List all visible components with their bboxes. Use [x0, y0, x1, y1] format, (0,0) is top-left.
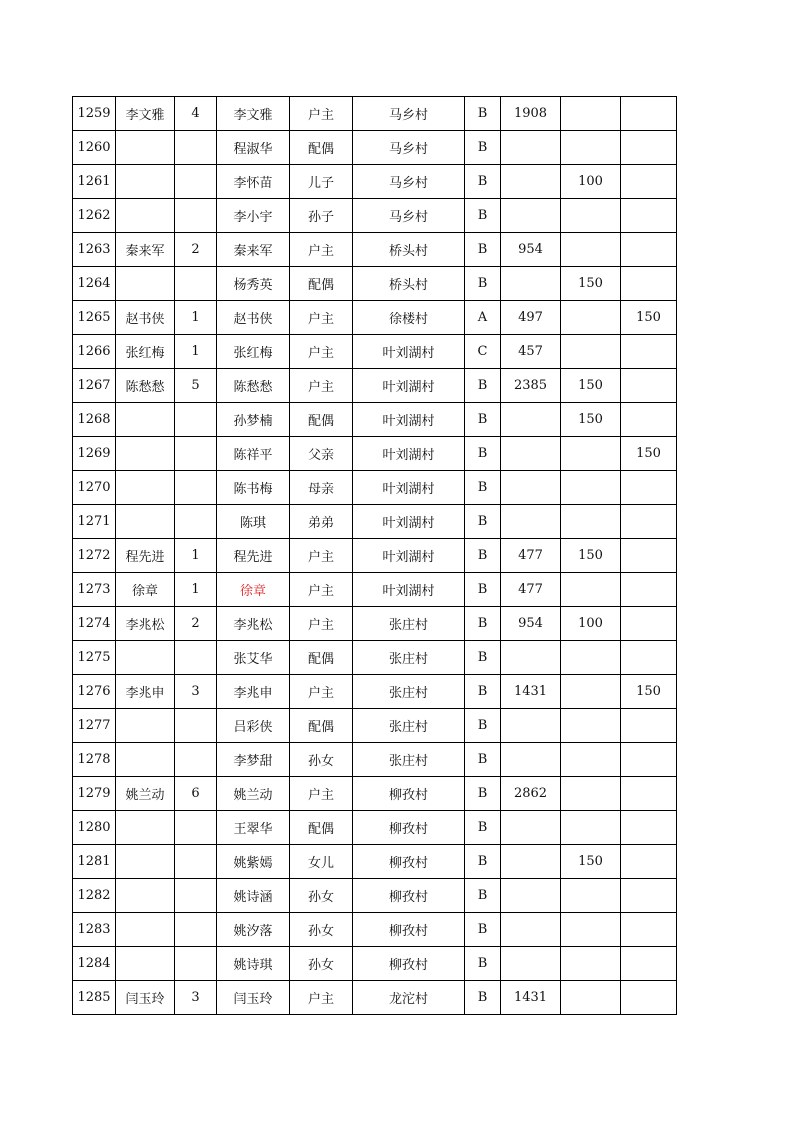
grade-cell: B [465, 777, 501, 811]
record-number-cell: 1269 [73, 437, 116, 471]
household-head-cell: 程先进 [116, 539, 175, 573]
amount-3-cell [621, 539, 677, 573]
amount-1-cell [501, 641, 561, 675]
amount-2-cell [561, 573, 621, 607]
table-row [73, 777, 677, 811]
record-number-cell: 1275 [73, 641, 116, 675]
record-number-cell: 1263 [73, 233, 116, 267]
village-cell: 张庄村 [353, 675, 465, 709]
household-size-cell: 1 [175, 539, 217, 573]
member-name-cell: 李怀苗 [217, 165, 290, 199]
member-name-cell: 陈书梅 [217, 471, 290, 505]
village-cell: 叶刘湖村 [353, 335, 465, 369]
table-row [73, 437, 677, 471]
village-cell: 张庄村 [353, 607, 465, 641]
village-cell: 叶刘湖村 [353, 573, 465, 607]
amount-3-cell [621, 743, 677, 777]
village-cell: 桥头村 [353, 233, 465, 267]
amount-3-cell [621, 471, 677, 505]
table-row [73, 97, 677, 131]
table-row [73, 335, 677, 369]
member-name-cell: 陈愁愁 [217, 369, 290, 403]
amount-2-cell [561, 709, 621, 743]
amount-1-cell: 1908 [501, 97, 561, 131]
village-cell: 张庄村 [353, 709, 465, 743]
household-head-cell: 李文雅 [116, 97, 175, 131]
member-name-cell: 姚诗涵 [217, 879, 290, 913]
grade-cell: B [465, 267, 501, 301]
record-number-cell: 1276 [73, 675, 116, 709]
village-cell: 叶刘湖村 [353, 403, 465, 437]
amount-1-cell: 1431 [501, 981, 561, 1015]
grade-cell: B [465, 437, 501, 471]
amount-3-cell [621, 403, 677, 437]
amount-3-cell [621, 777, 677, 811]
household-size-cell: 2 [175, 233, 217, 267]
relation-cell: 户主 [290, 981, 353, 1015]
table-row [73, 369, 677, 403]
household-head-cell: 陈愁愁 [116, 369, 175, 403]
village-cell: 柳孜村 [353, 777, 465, 811]
record-number-cell: 1278 [73, 743, 116, 777]
table-row [73, 505, 677, 539]
grade-cell: B [465, 471, 501, 505]
table-row [73, 471, 677, 505]
record-number-cell: 1285 [73, 981, 116, 1015]
household-head-cell: 李兆松 [116, 607, 175, 641]
grade-cell: B [465, 981, 501, 1015]
amount-2-cell: 150 [561, 403, 621, 437]
relation-cell: 户主 [290, 335, 353, 369]
household-head-cell [116, 947, 175, 981]
household-head-cell: 徐章 [116, 573, 175, 607]
amount-1-cell [501, 165, 561, 199]
member-name-cell: 陈琪 [217, 505, 290, 539]
relation-cell: 儿子 [290, 165, 353, 199]
household-head-cell [116, 709, 175, 743]
record-number-cell: 1259 [73, 97, 116, 131]
grade-cell: B [465, 403, 501, 437]
relation-cell: 户主 [290, 233, 353, 267]
village-cell: 马乡村 [353, 165, 465, 199]
amount-1-cell: 954 [501, 607, 561, 641]
grade-cell: B [465, 709, 501, 743]
household-head-cell [116, 879, 175, 913]
amount-3-cell [621, 709, 677, 743]
amount-2-cell [561, 335, 621, 369]
amount-3-cell [621, 811, 677, 845]
amount-3-cell [621, 369, 677, 403]
household-head-cell [116, 743, 175, 777]
amount-1-cell [501, 131, 561, 165]
amount-3-cell [621, 505, 677, 539]
village-cell: 柳孜村 [353, 845, 465, 879]
household-head-cell: 秦来军 [116, 233, 175, 267]
household-size-cell: 6 [175, 777, 217, 811]
amount-2-cell: 100 [561, 165, 621, 199]
amount-2-cell [561, 981, 621, 1015]
household-head-cell [116, 641, 175, 675]
amount-3-cell: 150 [621, 437, 677, 471]
household-size-cell [175, 641, 217, 675]
amount-1-cell [501, 879, 561, 913]
amount-2-cell [561, 505, 621, 539]
household-head-cell [116, 845, 175, 879]
record-number-cell: 1270 [73, 471, 116, 505]
table-row [73, 811, 677, 845]
relation-cell: 母亲 [290, 471, 353, 505]
record-number-cell: 1283 [73, 913, 116, 947]
amount-2-cell [561, 913, 621, 947]
grade-cell: B [465, 539, 501, 573]
record-number-cell: 1268 [73, 403, 116, 437]
amount-2-cell [561, 471, 621, 505]
member-name-cell: 秦来军 [217, 233, 290, 267]
member-name-cell: 闫玉玲 [217, 981, 290, 1015]
household-size-cell [175, 267, 217, 301]
amount-3-cell [621, 131, 677, 165]
grade-cell: C [465, 335, 501, 369]
village-cell: 柳孜村 [353, 913, 465, 947]
household-size-cell: 5 [175, 369, 217, 403]
household-size-cell [175, 165, 217, 199]
relation-cell: 户主 [290, 369, 353, 403]
table-row [73, 947, 677, 981]
amount-3-cell: 150 [621, 301, 677, 335]
member-name-cell: 姚汐落 [217, 913, 290, 947]
amount-2-cell [561, 437, 621, 471]
relation-cell: 户主 [290, 539, 353, 573]
grade-cell: A [465, 301, 501, 335]
member-name-cell: 李兆松 [217, 607, 290, 641]
record-number-cell: 1274 [73, 607, 116, 641]
household-size-cell [175, 947, 217, 981]
village-cell: 徐楼村 [353, 301, 465, 335]
household-head-cell: 李兆申 [116, 675, 175, 709]
member-name-cell: 陈祥平 [217, 437, 290, 471]
relation-cell: 孙女 [290, 913, 353, 947]
table-row [73, 131, 677, 165]
amount-1-cell: 954 [501, 233, 561, 267]
amount-1-cell [501, 811, 561, 845]
record-number-cell: 1281 [73, 845, 116, 879]
table-row [73, 879, 677, 913]
table-row [73, 301, 677, 335]
amount-1-cell: 477 [501, 573, 561, 607]
relation-cell: 配偶 [290, 709, 353, 743]
household-size-cell: 3 [175, 675, 217, 709]
member-name-cell: 张艾华 [217, 641, 290, 675]
table-row [73, 233, 677, 267]
amount-2-cell [561, 777, 621, 811]
member-name-cell: 姚诗琪 [217, 947, 290, 981]
relation-cell: 孙女 [290, 743, 353, 777]
amount-1-cell [501, 709, 561, 743]
roster-table [72, 96, 677, 1015]
record-number-cell: 1280 [73, 811, 116, 845]
household-head-cell [116, 437, 175, 471]
relation-cell: 孙女 [290, 879, 353, 913]
village-cell: 叶刘湖村 [353, 369, 465, 403]
table-row [73, 675, 677, 709]
grade-cell: B [465, 879, 501, 913]
table-row [73, 539, 677, 573]
member-name-cell: 李兆申 [217, 675, 290, 709]
member-name-cell: 姚兰动 [217, 777, 290, 811]
member-name-cell: 孙梦楠 [217, 403, 290, 437]
amount-2-cell [561, 301, 621, 335]
amount-1-cell: 497 [501, 301, 561, 335]
member-name-cell: 李梦甜 [217, 743, 290, 777]
amount-3-cell [621, 947, 677, 981]
amount-1-cell: 457 [501, 335, 561, 369]
amount-2-cell [561, 131, 621, 165]
village-cell: 龙沱村 [353, 981, 465, 1015]
record-number-cell: 1284 [73, 947, 116, 981]
village-cell: 柳孜村 [353, 811, 465, 845]
amount-2-cell: 100 [561, 607, 621, 641]
grade-cell: B [465, 913, 501, 947]
record-number-cell: 1266 [73, 335, 116, 369]
village-cell: 叶刘湖村 [353, 437, 465, 471]
grade-cell: B [465, 369, 501, 403]
village-cell: 柳孜村 [353, 947, 465, 981]
household-head-cell [116, 131, 175, 165]
member-name-cell: 王翠华 [217, 811, 290, 845]
amount-1-cell: 1431 [501, 675, 561, 709]
record-number-cell: 1272 [73, 539, 116, 573]
amount-1-cell [501, 471, 561, 505]
relation-cell: 孙子 [290, 199, 353, 233]
relation-cell: 父亲 [290, 437, 353, 471]
amount-3-cell [621, 573, 677, 607]
amount-2-cell [561, 947, 621, 981]
amount-3-cell [621, 97, 677, 131]
amount-3-cell [621, 845, 677, 879]
relation-cell: 户主 [290, 97, 353, 131]
household-head-cell [116, 165, 175, 199]
grade-cell: B [465, 947, 501, 981]
record-number-cell: 1277 [73, 709, 116, 743]
household-head-cell [116, 471, 175, 505]
amount-3-cell [621, 233, 677, 267]
household-head-cell: 闫玉玲 [116, 981, 175, 1015]
amount-2-cell: 150 [561, 369, 621, 403]
village-cell: 张庄村 [353, 743, 465, 777]
household-size-cell [175, 879, 217, 913]
relation-cell: 户主 [290, 301, 353, 335]
table-row [73, 267, 677, 301]
table-row [73, 641, 677, 675]
household-head-cell [116, 267, 175, 301]
record-number-cell: 1267 [73, 369, 116, 403]
relation-cell: 孙女 [290, 947, 353, 981]
household-size-cell [175, 437, 217, 471]
grade-cell: B [465, 97, 501, 131]
household-size-cell [175, 845, 217, 879]
record-number-cell: 1262 [73, 199, 116, 233]
member-name-cell: 杨秀英 [217, 267, 290, 301]
amount-2-cell [561, 199, 621, 233]
household-head-cell [116, 811, 175, 845]
household-size-cell [175, 913, 217, 947]
grade-cell: B [465, 505, 501, 539]
grade-cell: B [465, 641, 501, 675]
amount-2-cell [561, 879, 621, 913]
grade-cell: B [465, 131, 501, 165]
relation-cell: 配偶 [290, 131, 353, 165]
household-size-cell: 4 [175, 97, 217, 131]
record-number-cell: 1265 [73, 301, 116, 335]
grade-cell: B [465, 233, 501, 267]
household-size-cell: 1 [175, 335, 217, 369]
member-name-cell: 姚紫嫣 [217, 845, 290, 879]
amount-2-cell: 150 [561, 845, 621, 879]
household-size-cell [175, 505, 217, 539]
amount-3-cell [621, 199, 677, 233]
relation-cell: 女儿 [290, 845, 353, 879]
amount-2-cell [561, 743, 621, 777]
amount-3-cell: 150 [621, 675, 677, 709]
relation-cell: 户主 [290, 675, 353, 709]
household-size-cell: 1 [175, 301, 217, 335]
household-size-cell [175, 709, 217, 743]
village-cell: 马乡村 [353, 199, 465, 233]
amount-1-cell: 2862 [501, 777, 561, 811]
relation-cell: 户主 [290, 573, 353, 607]
household-head-cell: 姚兰动 [116, 777, 175, 811]
amount-3-cell [621, 641, 677, 675]
amount-1-cell [501, 947, 561, 981]
household-size-cell [175, 199, 217, 233]
household-size-cell [175, 471, 217, 505]
household-head-cell: 张红梅 [116, 335, 175, 369]
amount-3-cell [621, 981, 677, 1015]
record-number-cell: 1260 [73, 131, 116, 165]
amount-1-cell [501, 199, 561, 233]
record-number-cell: 1282 [73, 879, 116, 913]
amount-3-cell [621, 879, 677, 913]
table-row [73, 709, 677, 743]
member-name-cell: 李小宇 [217, 199, 290, 233]
amount-1-cell [501, 437, 561, 471]
amount-1-cell: 477 [501, 539, 561, 573]
amount-3-cell [621, 913, 677, 947]
amount-2-cell [561, 97, 621, 131]
table-row [73, 743, 677, 777]
table-row [73, 845, 677, 879]
amount-2-cell [561, 811, 621, 845]
member-name-cell: 张红梅 [217, 335, 290, 369]
amount-1-cell: 2385 [501, 369, 561, 403]
household-head-cell [116, 505, 175, 539]
amount-2-cell [561, 233, 621, 267]
member-name-cell: 赵书侠 [217, 301, 290, 335]
roster-table-body [73, 97, 677, 1015]
grade-cell: B [465, 573, 501, 607]
record-number-cell: 1264 [73, 267, 116, 301]
table-row [73, 981, 677, 1015]
household-size-cell: 1 [175, 573, 217, 607]
amount-1-cell [501, 913, 561, 947]
grade-cell: B [465, 845, 501, 879]
table-row [73, 199, 677, 233]
household-size-cell: 3 [175, 981, 217, 1015]
household-size-cell [175, 403, 217, 437]
household-size-cell [175, 811, 217, 845]
member-name-cell: 程淑华 [217, 131, 290, 165]
village-cell: 桥头村 [353, 267, 465, 301]
amount-1-cell [501, 267, 561, 301]
village-cell: 张庄村 [353, 641, 465, 675]
amount-2-cell: 150 [561, 539, 621, 573]
village-cell: 马乡村 [353, 131, 465, 165]
table-row [73, 165, 677, 199]
household-head-cell: 赵书侠 [116, 301, 175, 335]
table-row [73, 607, 677, 641]
record-number-cell: 1273 [73, 573, 116, 607]
relation-cell: 弟弟 [290, 505, 353, 539]
village-cell: 叶刘湖村 [353, 471, 465, 505]
household-size-cell [175, 743, 217, 777]
grade-cell: B [465, 607, 501, 641]
grade-cell: B [465, 811, 501, 845]
relation-cell: 户主 [290, 607, 353, 641]
village-cell: 柳孜村 [353, 879, 465, 913]
village-cell: 叶刘湖村 [353, 539, 465, 573]
member-name-cell: 吕彩侠 [217, 709, 290, 743]
record-number-cell: 1271 [73, 505, 116, 539]
amount-3-cell [621, 267, 677, 301]
amount-2-cell [561, 675, 621, 709]
amount-3-cell [621, 335, 677, 369]
grade-cell: B [465, 743, 501, 777]
household-size-cell [175, 131, 217, 165]
table-row [73, 403, 677, 437]
relation-cell: 户主 [290, 777, 353, 811]
relation-cell: 配偶 [290, 267, 353, 301]
household-head-cell [116, 913, 175, 947]
grade-cell: B [465, 675, 501, 709]
village-cell: 叶刘湖村 [353, 505, 465, 539]
amount-2-cell [561, 641, 621, 675]
relation-cell: 配偶 [290, 641, 353, 675]
household-head-cell [116, 199, 175, 233]
table-row [73, 573, 677, 607]
table-row [73, 913, 677, 947]
relation-cell: 配偶 [290, 811, 353, 845]
amount-1-cell [501, 743, 561, 777]
relation-cell: 配偶 [290, 403, 353, 437]
village-cell: 马乡村 [353, 97, 465, 131]
household-head-cell [116, 403, 175, 437]
amount-1-cell [501, 505, 561, 539]
amount-1-cell [501, 845, 561, 879]
grade-cell: B [465, 199, 501, 233]
amount-1-cell [501, 403, 561, 437]
record-number-cell: 1279 [73, 777, 116, 811]
amount-2-cell: 150 [561, 267, 621, 301]
record-number-cell: 1261 [73, 165, 116, 199]
member-name-cell: 李文雅 [217, 97, 290, 131]
grade-cell: B [465, 165, 501, 199]
member-name-cell: 程先进 [217, 539, 290, 573]
amount-3-cell [621, 607, 677, 641]
amount-3-cell [621, 165, 677, 199]
member-name-cell: 徐章 [217, 573, 290, 607]
household-size-cell: 2 [175, 607, 217, 641]
